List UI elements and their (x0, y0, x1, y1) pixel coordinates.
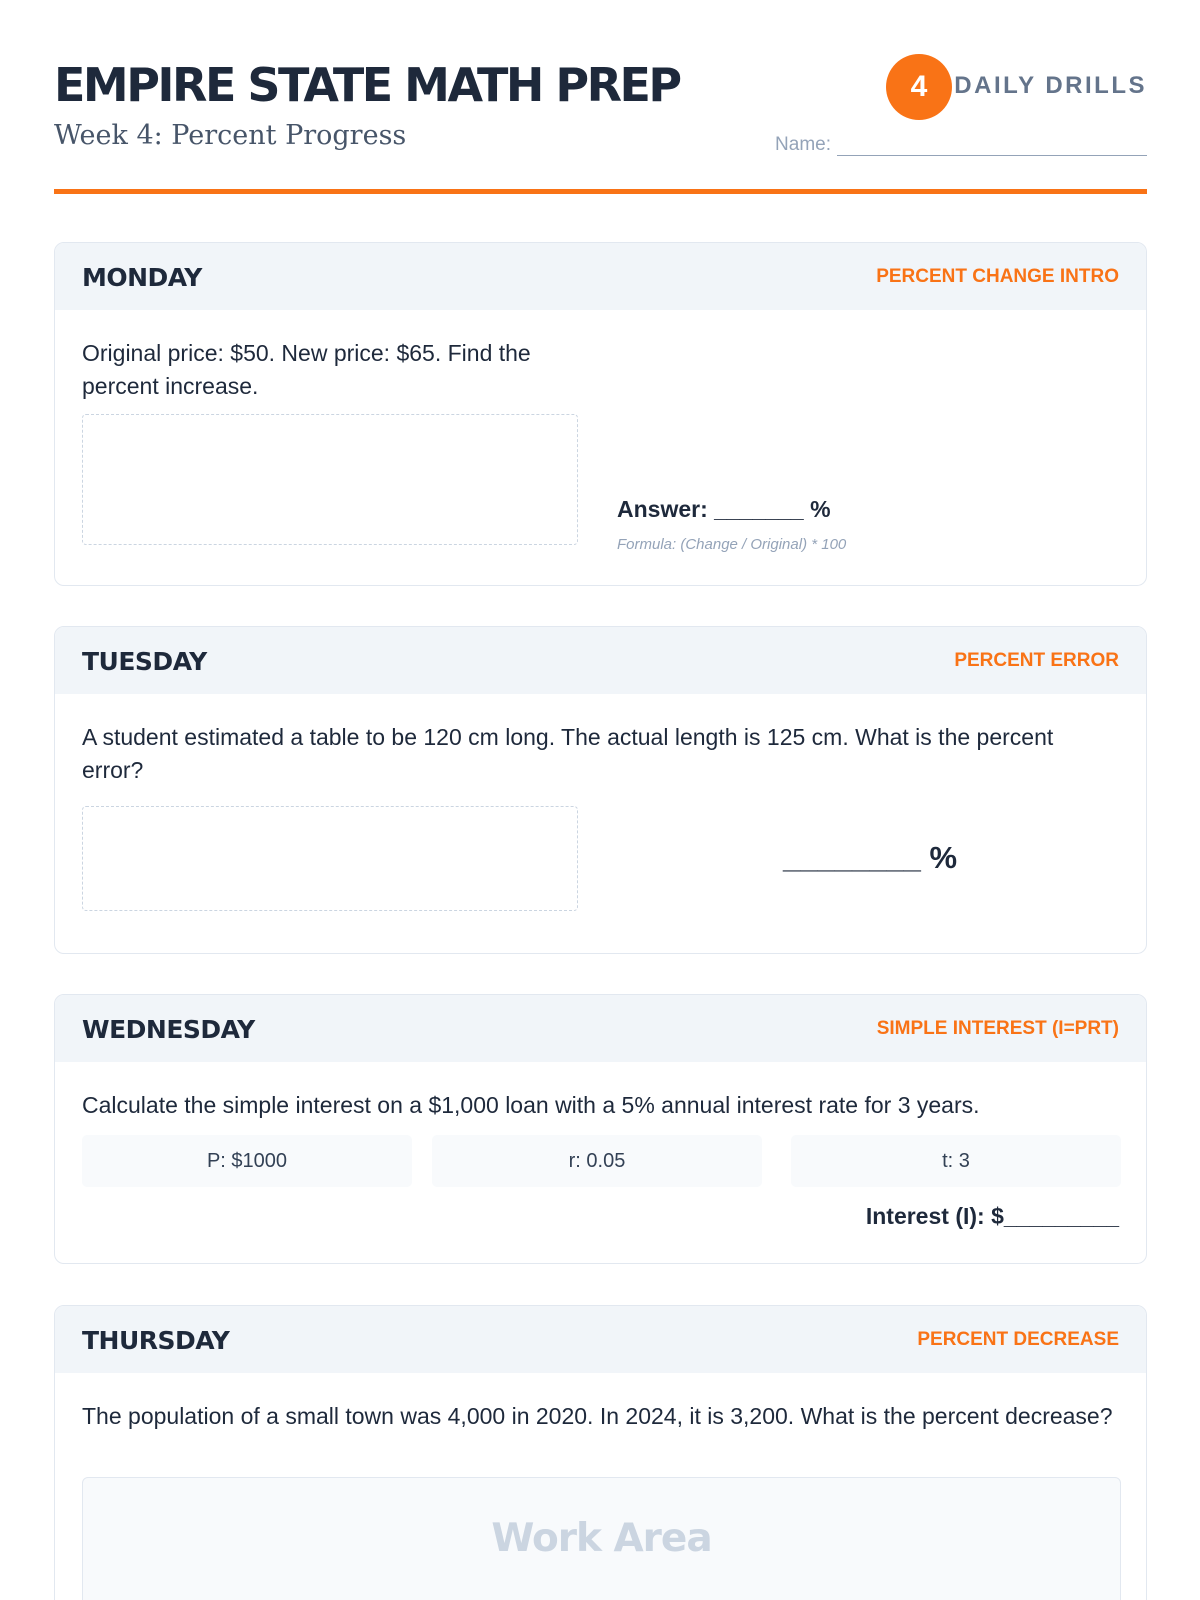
answer-blank[interactable]: Answer: _______ % (617, 496, 831, 522)
card-header (55, 995, 1146, 1062)
week-number-badge: 4 (886, 54, 952, 120)
topic-label: PERCENT ERROR (954, 650, 1119, 671)
question-text: Original price: $50. New price: $65. Find the percent increase. (82, 340, 531, 399)
work-area-label: Work Area (491, 1516, 712, 1561)
monday-card (54, 242, 1147, 586)
name-label: Name: (775, 134, 831, 155)
question-text: The population of a small town was 4,000 in 2020. In 2024, it is 3,200. What is the percent decrease? (82, 1403, 1113, 1429)
question-text: A student estimated a table to be 120 cm long. The actual length is 125 cm. What is the percent error? (82, 724, 1054, 783)
rate-chip: r: 0.05 (432, 1135, 762, 1187)
answer-blank[interactable]: ________ % (783, 840, 958, 875)
principal-chip: P: $1000 (82, 1135, 412, 1187)
formula-hint: Formula: (Change / Original) * 100 (617, 536, 847, 553)
wednesday-card (54, 994, 1147, 1264)
thursday-card (54, 1305, 1147, 1600)
day-label: WEDNESDAY (82, 1015, 255, 1044)
work-box[interactable] (82, 414, 578, 545)
card-header (55, 627, 1146, 694)
card-header (55, 1306, 1146, 1373)
interest-answer-blank[interactable]: Interest (I): $_________ (865, 1203, 1119, 1229)
day-label: TUESDAY (82, 647, 207, 676)
name-line[interactable] (837, 138, 1147, 156)
page-header (54, 52, 1147, 194)
topic-label: SIMPLE INTEREST (I=PRT) (876, 1018, 1119, 1039)
tuesday-card (54, 626, 1147, 954)
time-chip: t: 3 (791, 1135, 1121, 1187)
page-subtitle: Week 4: Percent Progress (54, 120, 407, 151)
topic-label: PERCENT CHANGE INTRO (876, 266, 1119, 287)
work-area[interactable] (82, 1477, 1121, 1600)
topic-label: PERCENT DECREASE (917, 1329, 1119, 1350)
day-label: MONDAY (82, 263, 202, 292)
daily-drills-label: DAILY DRILLS (954, 72, 1147, 99)
question-text: Calculate the simple interest on a $1,000 loan with a 5% annual interest rate for 3 years. (82, 1092, 980, 1118)
page-title: EMPIRE STATE MATH PREP (54, 58, 680, 112)
day-label: THURSDAY (82, 1326, 230, 1355)
work-box[interactable] (82, 806, 578, 911)
card-header (55, 243, 1146, 310)
name-field[interactable] (775, 134, 1147, 156)
